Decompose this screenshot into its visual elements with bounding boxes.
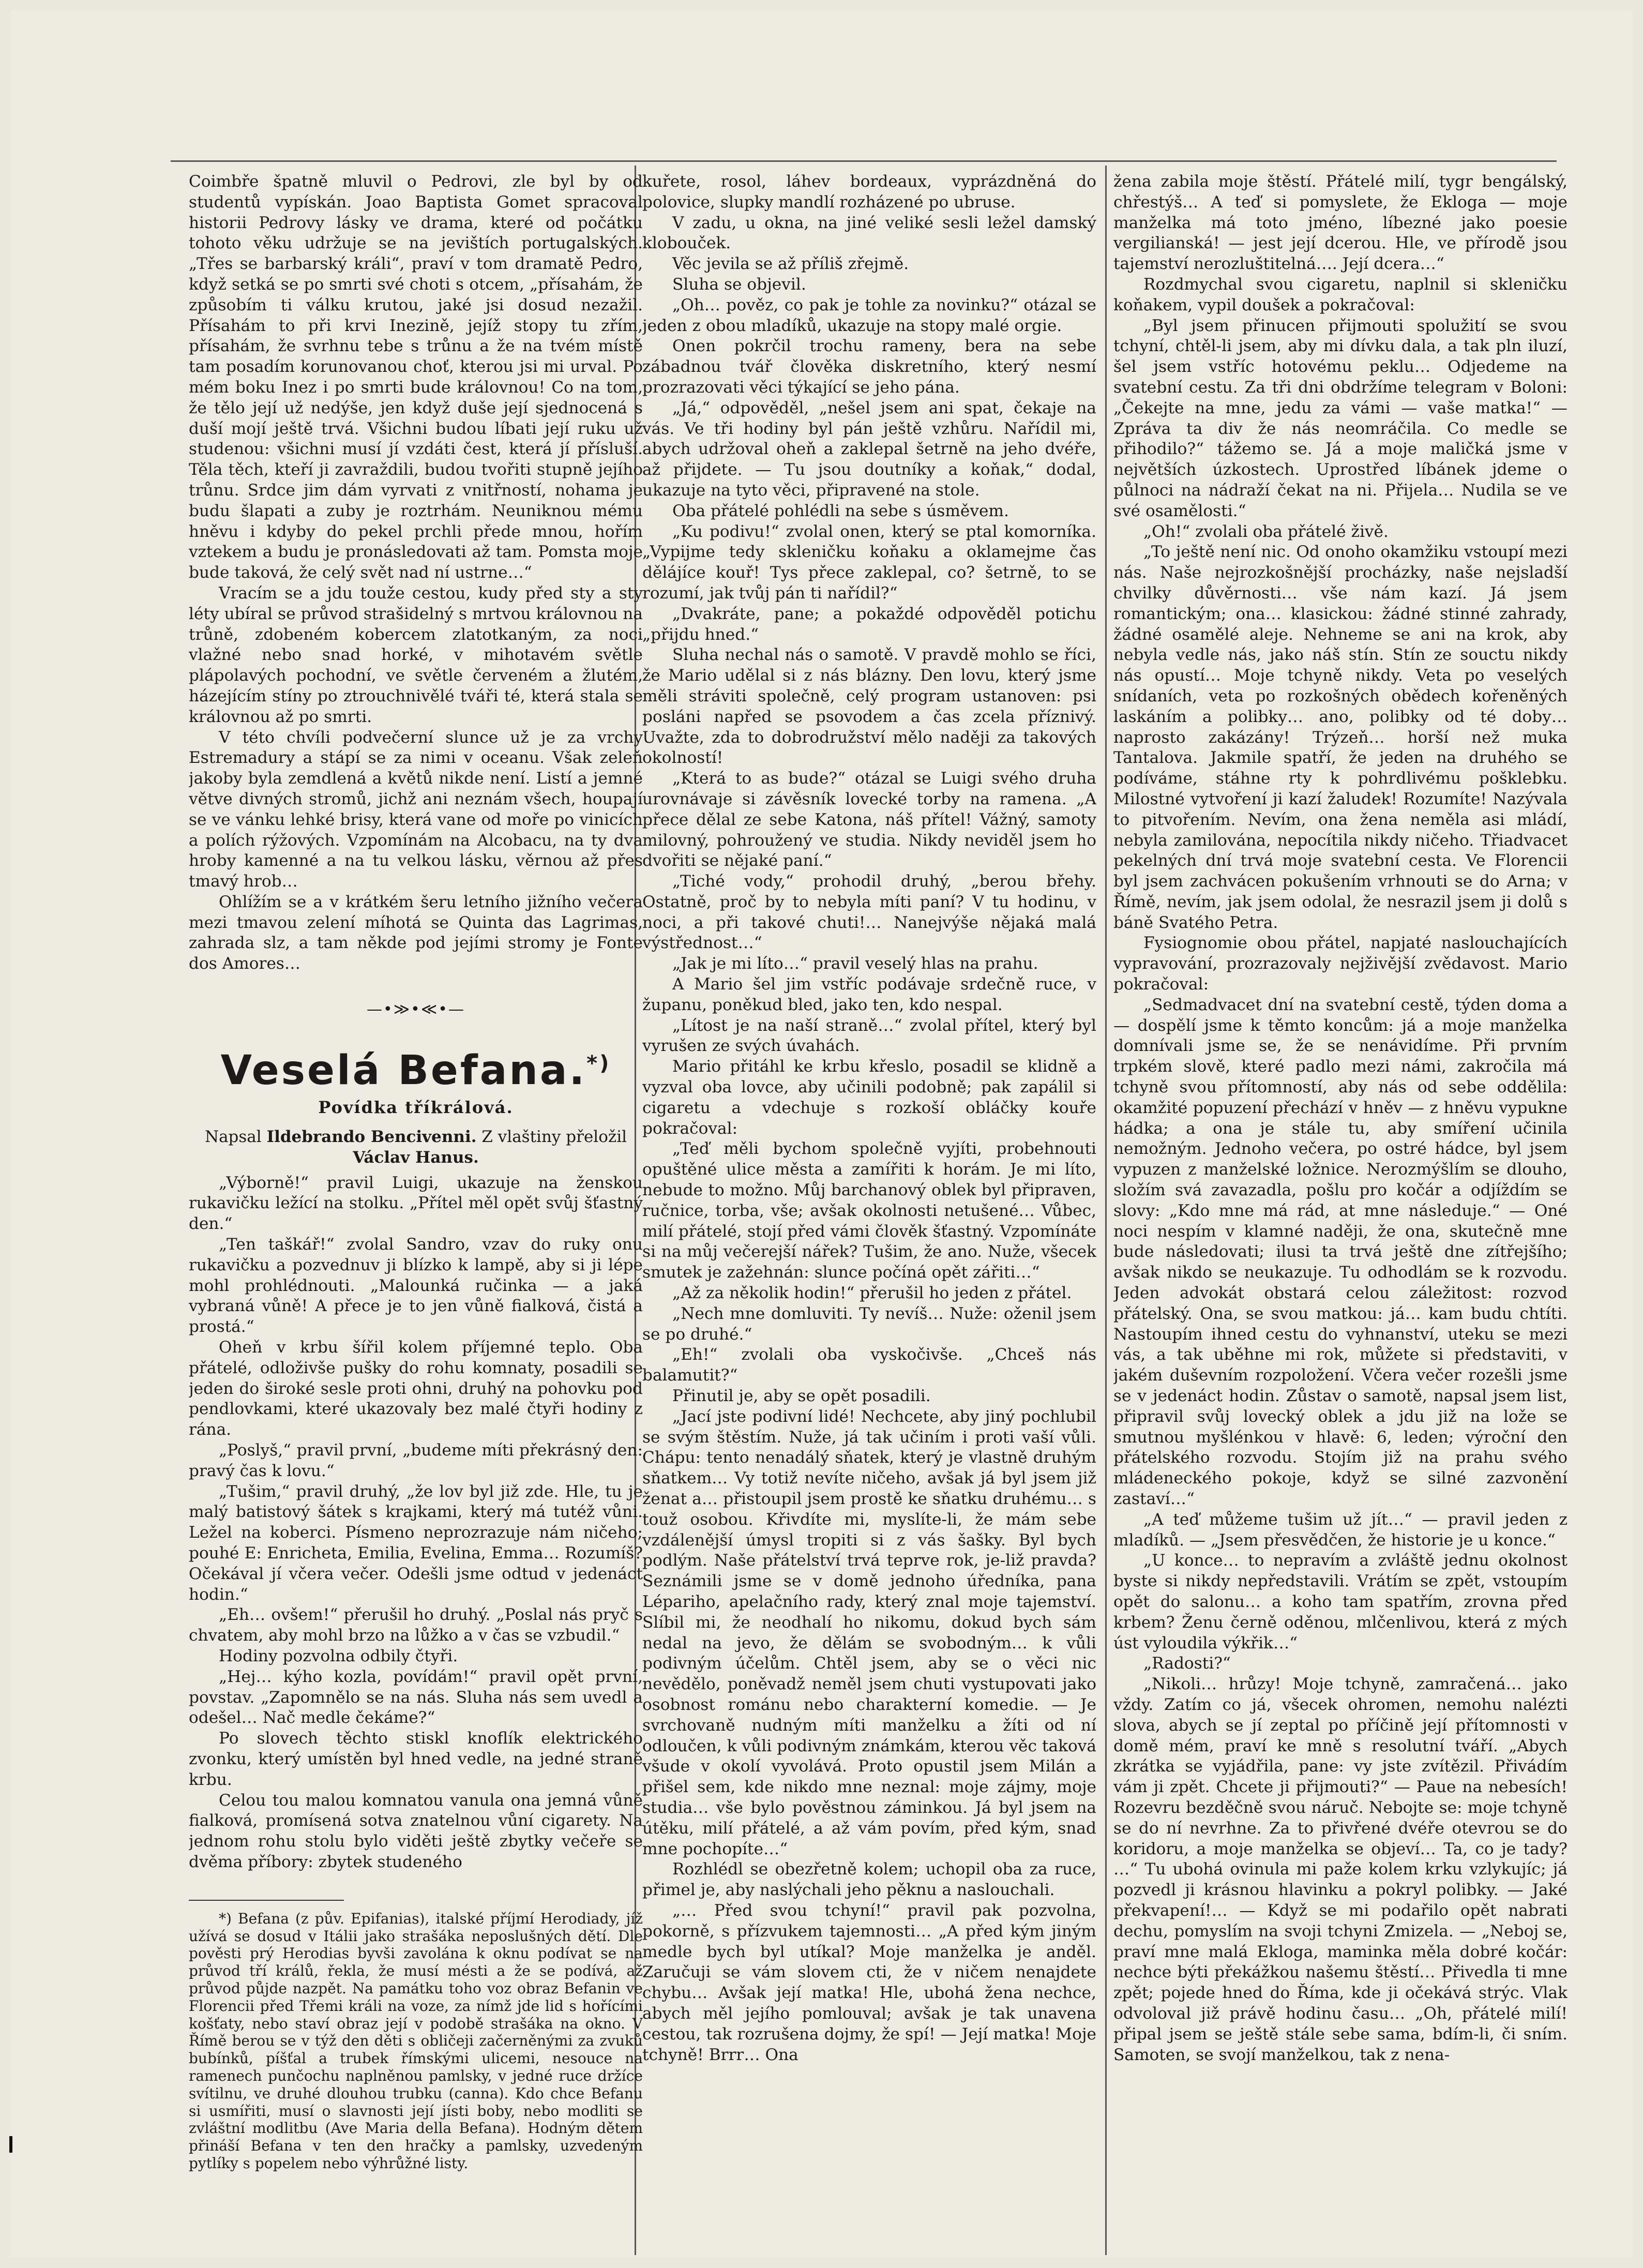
story-paragraph: Mario přitáhl ke krbu křeslo, posadil se klidně a vyzval oba lovce, aby učinili podobně; pak zapálil si cigaretu a vdechuje s rozkoší obláčky kouře pokračoval:	[642, 1057, 1096, 1138]
story-title	[189, 1039, 643, 1095]
story-paragraph: „Já,“ odpověděl, „nešel jsem ani spat, čekaje na vás. Ve tři hodiny byl pán ještě vzhůru. Nařídil mi, abych udržoval oheň a zaklepal šetrně na jeho dvéře, až přijdete. — Tu jsou doutníky a koňak,“ dodal, ukazuje na tyto věci, připravené na stole.	[642, 398, 1096, 500]
story-paragraph: „Výborně!“ pravil Luigi, ukazuje na ženskou rukavičku ležící na stolku. „Přítel měl opět svůj šťastný den.“	[189, 1173, 643, 1234]
credit-author: Ildebrando Bencivenni.	[266, 1127, 477, 1146]
story-credit	[189, 1127, 643, 1168]
story-paragraph: „Hej… kýho kozla, povídám!“ pravil opět první, povstav. „Zapomnělo se na nás. Sluha nás sem uvedl a odešel… Nač medle čekáme?“	[189, 1667, 643, 1728]
story-paragraph: „Ku podivu!“ zvolal onen, který se ptal komorníka. „Vypijme tedy skleničku koňaku a oklamejme čas dělájíce kouř! Tys přece zaklepal, co? šetrně, to se rozumí, jak tvůj pán ti nařídil?“	[642, 522, 1096, 603]
story-paragraph: Celou tou malou komnatou vanula ona jemná vůně fialková, promísená sotva znatelnou vůní cigarety. Na jednom rohu stolu bylo viděti ještě zbytky večeře se dvěma příbory: zbytek studeného	[189, 1791, 643, 1871]
story-paragraph: „Jak je mi líto…“ pravil veselý hlas na prahu.	[672, 954, 1038, 973]
story-paragraph: „Poslyš,“ pravil první, „budeme míti překrásný den: pravý čas k lovu.“	[189, 1441, 643, 1480]
story-paragraph: Oheň v krbu šířil kolem příjemné teplo. Oba přátelé, odloživše pušky do rohu komnaty, posadili se jeden do široké sesle proti ohni, druhý na pohovku pod pendlovkami, které ukazovaly bez malé čtyři hodiny z rána.	[189, 1338, 643, 1439]
footnote: *) Befana (z pův. Epifanias), italské příjmí Herodiady, jíž užívá se dosud v Itálii jako strašáka neposlušných dětí. Dle pověsti prý Herodias byvši zavolána k oknu podívat se na průvod tří králů, řekla, že musí mésti a že se podívá, až průvod půjde nazpět. Na památku toho voz obraz Befanin ve Florencii před Třemi králi na voze, za nímž jde lid s hořícími košťaty, nebo staví obraz její v podobě strašáka na okno. V Římě berou se v týž den děti s obličeji začerněnými za zvuků bubínků, píšťal a trubek římskými ulicemi, nesouce na ramenech punčochu naplněnou pamlsky, v jedné ruce držíce svítilnu, ve druhé dlouhou trubku (canna). Kdo chce Befanu si usmířiti, musí o slavnosti její jísti boby, nebo modliti se zvláštní modlitbu (Ave Maria della Befana). Hodným dětem přináší Befana v ten den hračky a pamlsky, uzvedeným pytlíky s popelem nebo výhrůžné listy.	[189, 1910, 643, 2172]
story-paragraph: „Sedmadvacet dní na svatební cestě, týden doma a — dospělí jsme k těmto koncům: já a moje manželka domnívali jsme se, že se nenávidíme. Při prvním trpkém slově, které padlo mezi námi, zakročila má tchyně svou přítomností, aby nás od sebe oddělila: okamžité popuzení přechází v hněv — z hněvu vypukne hádka; a ona je stále tu, aby smíření učinila nemožným. Jednoho večera, po ostré hádce, byl jsem vypuzen z manželské ložnice. Nerozmýšlím se dlouho, složím svá zavazadla, pošlu pro kočár a odjíždím se slovy: „Kdo mne má rád, at mne následuje.“ — Oné noci nespím v klamné naději, že ona, skutečně mne bude následovati; ilusi ta trvá ještě dne zítřejšího; avšak nikdo se neukazuje. Tu odhodlám se k rozvodu. Jeden advokát obstará celou záležitost: rozvod přátelský. Ona, se svou matkou: já… kam budu chtíti. Nastoupím ihned cestu do vyhnanství, uteku se mezi vás, a tak uběhne mi rok, můžete si představiti, v jakém duševním rozpoložení. Včera večer rozešli jsme se v jedenáct hodin. Zůstav o samotě, napsal jsem list, připravil svůj lovecký oblek a jdu již na lože se smutnou myšlénkou v hlavě: 6, leden; výroční den přátelského rozvodu. Stojím již na prahu svého mládeneckého pokoje, když se silné zazvonění zastaví…“	[1113, 995, 1567, 1508]
story-paragraph: „… Před svou tchyní!“ pravil pak pozvolna, pokorně, s přízvukem tajemnosti… „A před kým jiným medle bych byl utíkal? Moje manželka je anděl. Zaručuji se vám slovem cti, že v ničem nenajdete chybu… Avšak její matka! Hle, ubohá žena nechce, abych měl jejího pomlouval; avšak je tak unavena cestou, tak rozrušena dojmy, že spí! — Její matka! Moje tchyně! Brrr… Ona	[642, 1901, 1096, 2064]
story-paragraph: „Oh!“ zvolali oba přátelé živě.	[1143, 522, 1389, 541]
article-paragraph: Ohlížím se a v krátkém šeru letního jižního večera mezi tmavou zelení míhotá se Quinta das Lagrimas, zahrada slz, a tam někde pod jejími stromy je Fonte dos Amores…	[189, 892, 643, 973]
story-paragraph: Rozdmychal svou cigaretu, naplnil si skleničku koňakem, vypil doušek a pokračoval:	[1113, 275, 1567, 314]
story-paragraph: „Nikoli… hrůzy! Moje tchyně, zamračená… jako vždy. Zatím co já, všecek ohromen, nemohu nalézti slova, abych se jí zeptal po příčině její přítomnosti v domě mém, praví ke mně s resolutní tváří. „Abych zkrátka se vyjádřila, pane: vy jste zvítězil. Přivádím vám ji zpět. Chcete ji přijmouti?“ — Paue na nebesích! Rozevru bezděčně svou náruč. Nebojte se: moje tchyně se do ní nevrhne. Za to přivřené dvéře otevrou se do koridoru, a moje manželka se objeví… Ta, co je tady? …“ Tu ubohá ovinula mi paže kolem krku vzlykujíc; já pozvedl ji krásnou hlavinku a pokryl polibky. — Jaké překvapení!… — Když se mi podařilo opět nabrati dechu, pomyslím na svoji tchyni Zmizela. — „Neboj se, praví mne malá Ekloga, maminka měla dobré kočár: nechce býti překážkou našemu štěstí… Přivedla ti mne zpět; pojede hned do Říma, kde ji očekává strýc. Vlak odvoloval již právě hodinu času… „Oh, přátelé milí! připal jsem se ještě stále sebe sama, bdím-li, či sním. Samoten, se svojí manželkou, tak z nena-	[1113, 1675, 1567, 2064]
story-paragraph: A Mario šel jim vstříc podávaje srdečně ruce, v županu, poněkud bled, jako ten, kdo nespal.	[642, 975, 1096, 1014]
article-paragraph: Vracím se a jdu touže cestou, kudy před sty a sty léty ubíral se průvod strašidelný s mrtvou královnou na trůně, zdobeném kobercem zlatotkaným, za noci vlažné nebo snad horké, v mihotavém světle plápolavých pochodní, ve světle červeném a žlutém, házejícím stíny po ztrouchnivělé tváři té, která stala se královnou až po smrti.	[189, 583, 643, 726]
column-divider	[1105, 166, 1107, 2255]
story-paragraph: „Nech mne domluviti. Ty nevíš… Nuže: oženil jsem se po druhé.“	[642, 1304, 1096, 1344]
column-1	[189, 172, 643, 2261]
footnote-rule	[189, 1900, 344, 1901]
story-paragraph: Sluha nechal nás o samotě. V pravdě mohlo se říci, že Mario udělal si z nás blázny. Den lovu, který jsme měli stráviti společně, celý program ustanoven: psi posláni napřed se psovodem a čas zcela příznivý. Uvažte, zda to dobrodružství mělo naději za takových okolností!	[642, 645, 1096, 768]
story-paragraph: „Byl jsem přinucen přijmouti spolužití se svou tchyní, chtěl-li jsem, aby mi dívku dala, a tak pln iluzí, šel jsem vstříc hotovému peklu… Odjedeme na svatební cestu. Za tři dni obdržíme telegram v Boloni: „Čekejte na mne, jedu za vámi — vaše matka!“ — Zpráva ta div že nás neomráčila. Co medle se přihodilo?“ tážemo se. Já a moje maličká jsme v největších úzkostech. Uprostřed líbánek jdeme o půlnoci na nádraží čekat na ni. Přijela… Nudila se ve své osamělosti.“	[1113, 316, 1567, 520]
story-paragraph: Sluha se objevil.	[672, 275, 806, 294]
story-paragraph: „A teď můžeme tušim už jít…“ — pravil jeden z mladíků. — „Jsem přesvědčen, že historie je u konce.“	[1113, 1510, 1567, 1550]
story-paragraph: Po slovech těchto stiskl knoflík elektrického zvonku, který umístěn byl hned vedle, na jedné straně krbu.	[189, 1729, 643, 1789]
story-paragraph: Onen pokrčil trochu rameny, bera na sebe zábadnou tvář člověka diskretního, který nesmí prozrazovati věci týkající se jeho pána.	[642, 337, 1096, 397]
story-paragraph: „Tiché vody,“ prohodil druhý, „berou břehy. Ostatně, proč by to nebyla míti paní? V tu hodinu, v noci, a při takové chuti!… Nanejvýše nějaká malá výstřednost…“	[642, 872, 1096, 953]
story-paragraph: kuřete, rosol, láhev bordeaux, vyprázdněná do polovice, slupky mandlí rozházené po ubruse.	[642, 172, 1096, 212]
story-title-text: Veselá Befana.	[220, 1047, 587, 1094]
story-paragraph: „Oh… pověz, co pak je tohle za novinku?“ otázal se jeden z obou mladíků, ukazuje na stopy malé orgie.	[642, 295, 1096, 335]
story-subtitle: Povídka tříkrálová.	[318, 1097, 514, 1117]
story-paragraph: „Eh!“ zvolali oba vyskočivše. „Chceš nás balamutit?“	[642, 1345, 1096, 1385]
story-paragraph: „Která to as bude?“ otázal se Luigi svého druha urovnávaje si závěsník lovecké torby na ramena. „A přece dělal ze sebe Katona, náš přítel! Vážný, samoty milovný, pohroužený ve studia. Nikdy neviděl jsem ho dvořiti se nějaké paní.“	[642, 769, 1096, 870]
story-paragraph: „U konce… to nepravím a zvláště jednu okolnost byste si nikdy nepředstavili. Vrátím se zpět, vstoupím opět do salonu… a koho tam spatřím, zrovna před krbem? Ženu černě oděnou, mlčenlivou, která z mých úst vyloudila výkřik…“	[1113, 1551, 1567, 1653]
article-paragraph: V této chvíli podvečerní slunce už je za vrchy Estremadury a stápí se za nimi v oceanu. Však zeleň jakoby byla zemdlená a květů nikde není. Listí a jemné větve divných stromů, jichž ani neznám všech, houpají se ve vánku lehké brisy, která vane od moře po vinicích a polích rýžových. Vzpomínám na Alcobacu, na ty dva hroby kamenné a na tu velkou lásku, věrnou až přes tmavý hrob…	[189, 728, 643, 891]
credit-translation-note: Z vlaštiny přeložil	[481, 1127, 627, 1146]
story-paragraph: „Ten taškář!“ zvolal Sandro, vzav do ruky onu rukavičku a pozvednuv ji blízko k lampě, aby si ji lépe mohl prohlédnouti. „Malounká ručinka — a jaká vybraná vůně! A přece je to jen vůně fialková, čistá a prostá.“	[189, 1235, 643, 1336]
column-2	[642, 172, 1096, 2261]
story-paragraph: „Eh… ovšem!“ přerušil ho druhý. „Poslal nás pryč s chvatem, aby mohl brzo na lůžko a v čas se vzbudil.“	[189, 1605, 643, 1645]
credit-translator: Václav Hanus.	[353, 1148, 479, 1167]
story-paragraph: „To ještě není nic. Od onoho okamžiku vstoupí mezi nás. Naše nejrozkošnější procházky, naše nejsladší chvilky důvěrnosti… vše nám kazí. Já jsem romantickým; ona… klasickou: žádné stinné zahrady, žádné osamělé aleje. Nehneme se ani na krok, aby nebyla vedle nás, jako náš stín. Stín ze souctu nikdy nás opustí… Moje tchyně nikdy. Veta po veselých snídaních, veta po rozkošných obědech kořeněných laskáním a polibky… ano, polibky od té doby… naprosto zakázány! Trýzeň… horší než muka Tantalova. Jakmile spatří, že jeden na druhého se podíváme, stáhne rty k pohrdlivému pošklebku. Milostné vytvoření ji kazí žaludek! Rozumíte! Nazývala to pitvořením. Nevím, ona žena neměla asi mládí, nebyla zamilována, nepocítila nikdy ničeho. Třiadvacet pekelných dní trvá moje svatební cesta. Ve Florencii byl jsem zachvácen pokušením vrhnouti se do Arna; v Římě, nevím, jak jsem odolal, že nesrazil jsem ji dolů s báně Svatého Petra.	[1113, 543, 1567, 932]
article-paragraph: Coimbře špatně mluvil o Pedrovi, zle byl by od studentů vypískán. Joao Baptista Gomet spracoval historii Pedrovy lásky ve drama, které od počátku tohoto věku udržuje se na jevištích portugalských. „Třes se barbarský králi“, praví v tom dramatě Pedro, když setká se po smrti své choti s otcem, „přísahám, že způsobím ti válku krutou, jaké jsi dosud nezažil. Přísahám to při krvi Inezině, jejíž stopy tu zřím, přísahám, že svrhnu tebe s trůnu a že na tvém místě tam posadím korunovanou choť, kterou jsi mi urval. Po mém boku Inez i po smrti bude královnou! Co na tom, že tělo její už nedýše, jen když duše její sjednocená s duší mojí ještě trvá. Všichni budou líbati její ruku už studenou: všichni musí jí vzdáti čest, která jí přísluší. Těla těch, kteří ji zavraždili, budou tvořiti stupně jejího trůnu. Srdce jim dám vyrvati z vnitřností, nohama je budu šlapati a zuby je roztrhám. Neuniknou mému hněvu i kdyby do pekel prchli přede mnou, hořím vztekem a budu je pronásledovati až tam. Pomsta moje bude taková, že celý svět nad ní ustrne…“	[189, 172, 643, 582]
story-paragraph: „Jací jste podivní lidé! Nechcete, aby jiný pochlubil se svým štěstím. Nuže, já tak učiním i proti vaší vůli. Chápu: tento nenadálý sňatek, který je vlastně druhým sňatkem… Vy totiž nevíte ničeho, avšak já byl jsem již ženat a… přistoupil jsem prostě ke sňatku druhému… s touž osobou. Křivdíte mi, myslíte-li, že mám sebe vzdálenější úmysl tropiti si z vás šašky. Byl bych podlým. Naše přátelství trvá teprve rok, je-liž pravda? Seznámili jsme se v domě jednoho úředníka, pana Lépariho, apelačního rady, který znal moje tajemství. Slíbil mi, že neodhalí ho nikomu, dokud bych sám nedal na jevo, že dělám se svobodným… k vůli podivným účelům. Chtěl jsem, aby se o věci nic nevědělo, poněvadž neměl jsem chuti vystupovati jako osobnost románu nebo charakterní komedie. — Je svrchovaně nudným míti manželku a žíti od ní odloučen, k vůli podivným známkám, kterou věc taková všude v okolí vyvolává. Proto opustil jsem Milán a přišel sem, kde nikdo mne neznal: moje zájmy, moje studia… vše bylo pověstnou záminkou. Já byl jsem na útěku, milí přátelé, a až vám povím, před kým, snad mne pochopíte…“	[642, 1407, 1096, 1858]
section-ornament: —•≫•≪•—	[367, 1000, 465, 1019]
story-paragraph: Rozhlédl se obezřetně kolem; uchopil oba za ruce, přimel je, aby naslýchali jeho pěknu a naslouchali.	[642, 1860, 1096, 1900]
header-rule	[171, 160, 1557, 162]
story-paragraph: Přinutil je, aby se opět posadili.	[672, 1387, 931, 1406]
story-paragraph: V zadu, u okna, na jiné veliké sesli ležel damský klobouček.	[642, 213, 1096, 253]
margin-mark	[9, 2136, 12, 2153]
story-paragraph: Věc jevila se až příliš zřejmě.	[672, 254, 909, 274]
story-paragraph: Hodiny pozvolna odbily čtyři.	[219, 1647, 458, 1665]
story-paragraph: Oba přátelé pohlédli na sebe s úsměvem.	[672, 501, 1009, 520]
footnote-marker: *)	[586, 1051, 611, 1075]
credit-prefix: Napsal	[204, 1127, 262, 1146]
story-paragraph: „Dvakráte, pane; a pokaždé odpověděl potichu „přijdu hned.“	[642, 604, 1096, 644]
column-3	[1113, 172, 1567, 2261]
story-paragraph: „Teď měli bychom společně vyjíti, probehnouti opuštěné ulice města a zamířiti k horám. Je mi líto, nebude to možno. Můj barchanový oblek byl připraven, ručnice, torba, vše; avšak okolnosti netušené… Vůbec, milí přátelé, stojí před vámi člověk šťastný. Vzpomínáte si na můj večerejší nářek? Tušim, že ano. Nuže, všecek smutek je zažehnán: slunce počíná opět zářiti…“	[642, 1139, 1096, 1282]
story-paragraph: „Radosti?“	[1143, 1654, 1231, 1673]
story-paragraph: žena zabila moje štěstí. Přátelé milí, tygr bengálský, chřestýš… A teď si pomyslete, že Ekloga — moje manželka má toto jméno, líbezné jako poesie vergilianská! — jest její dcerou. Hle, ve přírodě jsou tajemství nerozluštitelná…. Její dcera…“	[1113, 172, 1567, 274]
story-paragraph: „Až za několik hodin!“ přerušil ho jeden z přátel.	[672, 1284, 1072, 1303]
story-paragraph: „Tušim,“ pravil druhý, „že lov byl již zde. Hle, tu je malý batistový šátek s krajkami, který má tutéž vůni. Ležel na koberci. Písmeno neprozrazuje nám ničeho; pouhé E: Enricheta, Emilia, Evelina, Emma… Rozumíš? Očekával jí včera večer. Odešli jsme odtud v jedenáct hodin.“	[189, 1482, 643, 1604]
newspaper-page	[10, 10, 1633, 2258]
story-paragraph: „Lítost je na naší straně…“ zvolal přítel, který byl vyrušen ze svých úvahách.	[642, 1016, 1096, 1056]
story-paragraph: Fysiognomie obou přátel, napjaté naslouchajících vypravování, prozrazovaly nejživější zvědavost. Mario pokračoval:	[1113, 934, 1567, 994]
